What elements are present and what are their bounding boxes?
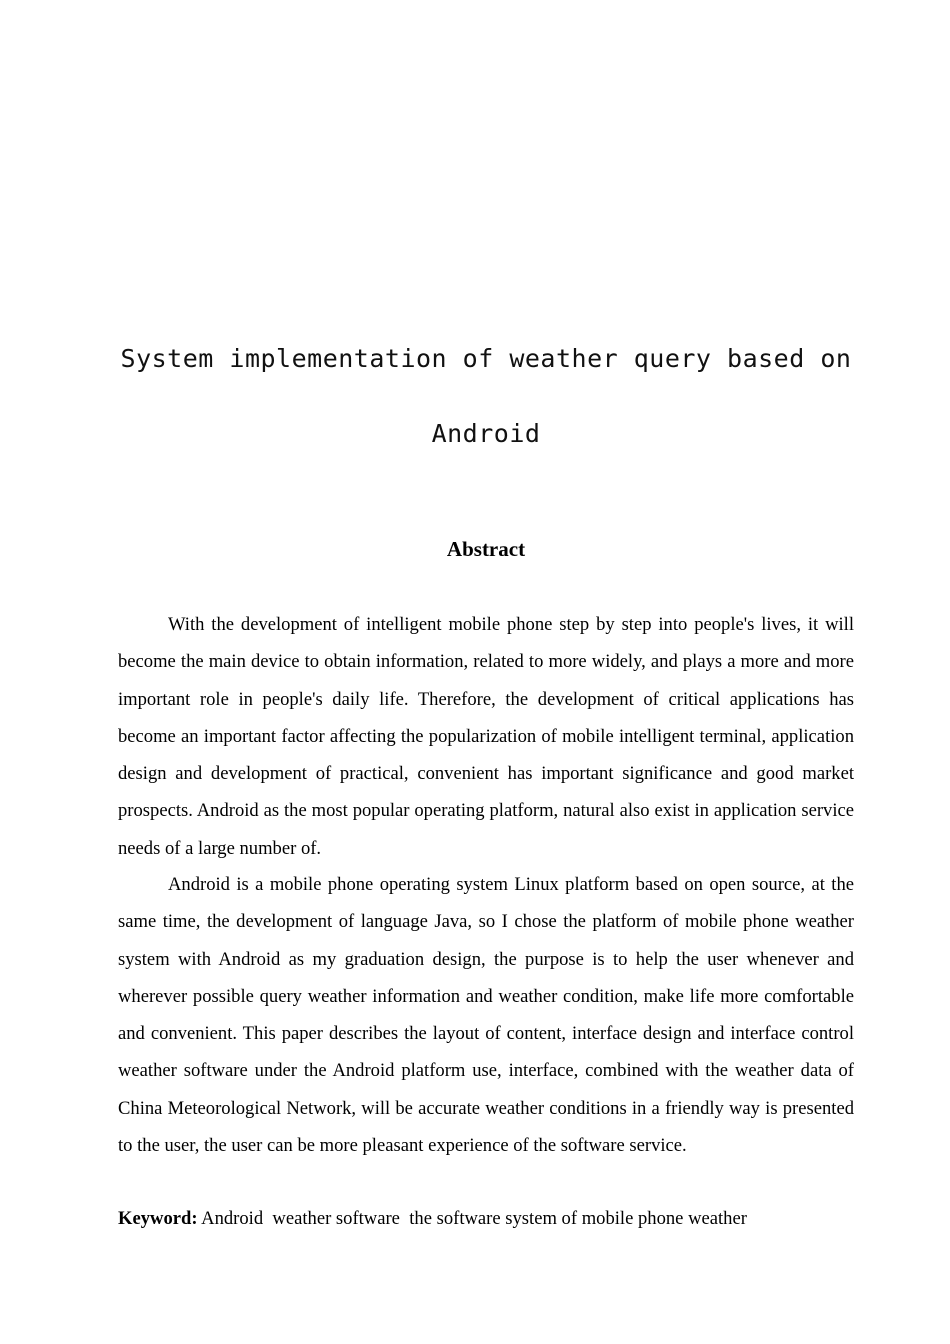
paper-title-line-1: System implementation of weather query based on: [120, 344, 852, 373]
keywords-line: [118, 1200, 854, 1237]
abstract-heading: Abstract: [446, 537, 526, 561]
abstract-paragraph-2: Android is a mobile phone operating system Linux platform based on open source, at the same time, the development of language Java, so I chose the platform of mobile phone weather system with Android as my graduation design, the purpose is to help the user whenever and wherever possible query weather information and weather condition, make life more comfortable and convenient. This paper describes the layout of content, interface design and interface control weather software under the Android platform use, interface, combined with the weather data of China Meteorological Network, will be accurate weather conditions in a friendly way is presented to the user, the user can be more pleasant experience of the software service.: [118, 874, 854, 1157]
keywords-label: Keyword:: [118, 1208, 198, 1229]
abstract-paragraph-1: With the development of intelligent mobile phone step by step into people's lives, it will become the main device to obtain information, related to more widely, and plays a more and more important role in people's daily life. Therefore, the development of critical applications has become an important factor affecting the popularization of mobile intelligent terminal, application design and development of practical, convenient has important significance and good market prospects. Android as the most popular operating platform, natural also exist in application service needs of a large number of.: [118, 614, 854, 859]
keywords-text: Android weather software the software system of mobile phone weather: [197, 1208, 747, 1229]
paper-title-line-2: Android: [431, 419, 541, 448]
